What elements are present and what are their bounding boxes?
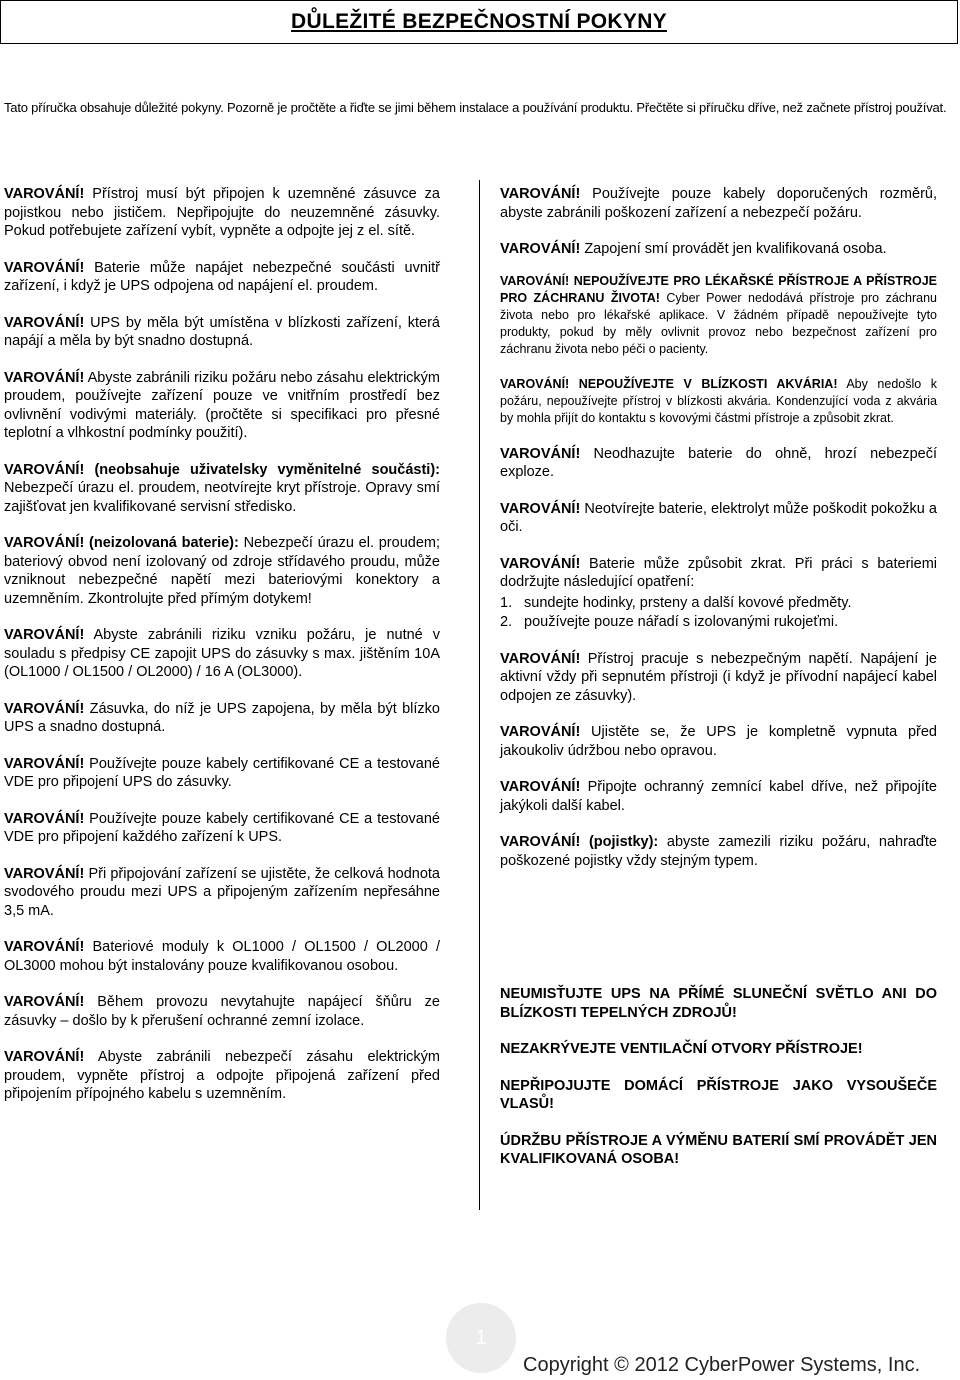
warning-paragraph: VAROVÁNÍ! Abyste zabránili nebezpečí zásahu elektrickým proudem, vypněte přístroj a odpojte připojená zařízení před připojením přípojného kabelu s uzemněním. xyxy=(4,1049,440,1102)
warning-paragraph: VAROVÁNÍ! (pojistky): abyste zamezili riziku požáru, nahraďte poškozené pojistky vždy stejným typem. xyxy=(500,834,937,869)
warning-paragraph: VAROVÁNÍ! NEPOUŽÍVEJTE PRO LÉKAŘSKÉ PŘÍSTROJE A PŘÍSTROJE PRO ZÁCHRANU ŽIVOTA! Cyber Power nedodává přístroje pro záchranu života nebo pro lékařské aplikace. V žádném případě nepoužívejte tyto produkty, pokud by měly ovlivnit provoz nebo bezpečnost zařízení pro záchranu života nebo péči o pacienty. xyxy=(500,273,937,356)
notice: ÚDRŽBU PŘÍSTROJE A VÝMĚNU BATERIÍ SMÍ PROVÁDĚT JEN KVALIFIKOVANÁ OSOBA! xyxy=(500,1132,937,1167)
warning-label: VAROVÁNÍ! xyxy=(4,186,85,202)
page-title: DŮLEŽITÉ BEZPEČNOSTNÍ POKYNY xyxy=(291,10,667,33)
notice: NEPŘIPOJUJTE DOMÁCÍ PŘÍSTROJE JAKO VYSOUŠEČE VLASŮ! xyxy=(500,1077,937,1112)
bold-notices xyxy=(500,985,937,1187)
warning-paragraph: VAROVÁNÍ! NEPOUŽÍVEJTE V BLÍZKOSTI AKVÁRIA! Aby nedošlo k požáru, nepoužívejte přístroj v blízkosti akvária. Kondenzující voda z akvária by mohla přijít do kontaktu s kovovými částmi přístroje a způsobit zkrat. xyxy=(500,376,937,425)
warning-paragraph: VAROVÁNÍ! Používejte pouze kabely certifikované CE a testované VDE pro připojení každého zařízení k UPS. xyxy=(4,810,440,845)
warning-paragraph: VAROVÁNÍ! Při připojování zařízení se ujistěte, že celková hodnota svodového proudu mezi UPS a připojeným zařízením nepřesáhne 3,5 mA. xyxy=(4,865,440,919)
right-column xyxy=(500,185,937,888)
warning-paragraph: VAROVÁNÍ! Přístroj musí být připojen k uzemněné zásuvce za pojistkou nebo jističem. Nepřipojujte do neuzemněné zásuvky. Pokud potřebujete zařízení vybít, vypněte a odpojte jej z el. sítě. xyxy=(4,186,440,239)
warning-paragraph: VAROVÁNÍ! Abyste zabránili riziku vzniku požáru, je nutné v souladu s předpisy CE zapojit UPS do zásuvky s max. jištěním 10A (OL1000 / OL1500 / OL2000) / 16 A (OL3000). xyxy=(4,627,440,680)
warning-paragraph: VAROVÁNÍ! (neizolovaná baterie): Nebezpečí úrazu el. proudem; bateriový obvod není izolovaný od zdroje střídavého proudu, může vzniknout nebezpečné napětí mezi bateriovými konektory a uzemněním. Zkontrolujte před přímým dotykem! xyxy=(4,535,440,607)
warning-paragraph: VAROVÁNÍ! (neobsahuje uživatelsky vyměnitelné součásti): Nebezpečí úrazu el. proudem, neotvírejte kryt přístroje. Opravy smí zajišťovat jen kvalifikované servisní středisko. xyxy=(4,461,440,515)
left-column xyxy=(4,185,440,1122)
warning-paragraph: VAROVÁNÍ! UPS by měla být umístěna v blízkosti zařízení, která napájí a měla by být snadno dostupná. xyxy=(4,314,440,349)
list-item: 2. používejte pouze nářadí s izolovanými rukojeťmi. xyxy=(500,613,839,630)
warning-paragraph: VAROVÁNÍ! Baterie může způsobit zkrat. Při práci s bateriemi dodržujte následující opatření: xyxy=(500,555,937,590)
copyright-text: Copyright © 2012 CyberPower Systems, Inc. xyxy=(523,1354,921,1376)
warning-paragraph: VAROVÁNÍ! Baterie může napájet nebezpečné součásti uvnitř zařízení, i když je UPS odpojena od napájení el. proudem. xyxy=(4,259,440,294)
page-number-badge xyxy=(446,1303,516,1373)
warning-paragraph: VAROVÁNÍ! Zásuvka, do níž je UPS zapojena, by měla být blízko UPS a snadno dostupná. xyxy=(4,700,440,735)
title-box xyxy=(0,0,958,44)
warning-paragraph: VAROVÁNÍ! Abyste zabránili riziku požáru nebo zásahu elektrickým proudem, používejte zařízení pouze ve vnitřním prostředí bez ovlivnění vodivými materiály. (pročtěte si specifikaci pro přesné teplotní a vlhkostní podmínky použití). xyxy=(4,369,440,441)
page-number: 1 xyxy=(475,1326,487,1349)
notice: NEZAKRÝVEJTE VENTILAČNÍ OTVORY PŘÍSTROJE! xyxy=(500,1041,863,1057)
warning-paragraph: VAROVÁNÍ! Zapojení smí provádět jen kvalifikovaná osoba. xyxy=(500,241,887,257)
warning-paragraph: VAROVÁNÍ! Neotvírejte baterie, elektrolyt může poškodit pokožku a oči. xyxy=(500,500,937,535)
warning-paragraph: VAROVÁNÍ! Přístroj pracuje s nebezpečným napětí. Napájení je aktivní vždy při sepnutém přístroji (i když je přívodní napájecí kabel odpojen ze zásuvky). xyxy=(500,650,937,704)
warning-paragraph: VAROVÁNÍ! Používejte pouze kabely certifikované CE a testované VDE pro připojení UPS do zásuvky. xyxy=(4,755,440,790)
warning-paragraph: VAROVÁNÍ! Ujistěte se, že UPS je kompletně vypnuta před jakoukoliv údržbou nebo opravou. xyxy=(500,724,937,759)
warning-paragraph: VAROVÁNÍ! Bateriové moduly k OL1000 / OL1500 / OL2000 / OL3000 mohou být instalovány pouze kvalifikovanou osobou. xyxy=(4,939,440,974)
precautions-list xyxy=(500,594,937,632)
intro-text: Tato příručka obsahuje důležité pokyny. Pozorně je pročtěte a řiďte se jimi během instalace a používání produktu. Přečtěte si příručku dříve, než začnete přístroj používat. xyxy=(4,100,947,115)
warning-paragraph: VAROVÁNÍ! Připojte ochranný zemnící kabel dříve, než připojíte jakýkoli další kabel. xyxy=(500,779,937,814)
notice: NEUMISŤUJTE UPS NA PŘÍMÉ SLUNEČNÍ SVĚTLO ANI DO BLÍZKOSTI TEPELNÝCH ZDROJŮ! xyxy=(500,986,937,1021)
column-divider xyxy=(479,180,480,1210)
warning-paragraph: VAROVÁNÍ! Během provozu nevytahujte napájecí šňůru ze zásuvky – došlo by k přerušení ochranné zemní izolace. xyxy=(4,994,440,1029)
warning-paragraph: VAROVÁNÍ! Používejte pouze kabely doporučených rozměrů, abyste zabránili poškození zařízení a nebezpečí požáru. xyxy=(500,186,937,221)
warning-paragraph: VAROVÁNÍ! Neodhazujte baterie do ohně, hrozí nebezpečí exploze. xyxy=(500,445,937,480)
list-item: 1. sundejte hodinky, prsteny a další kovové předměty. xyxy=(500,594,852,611)
